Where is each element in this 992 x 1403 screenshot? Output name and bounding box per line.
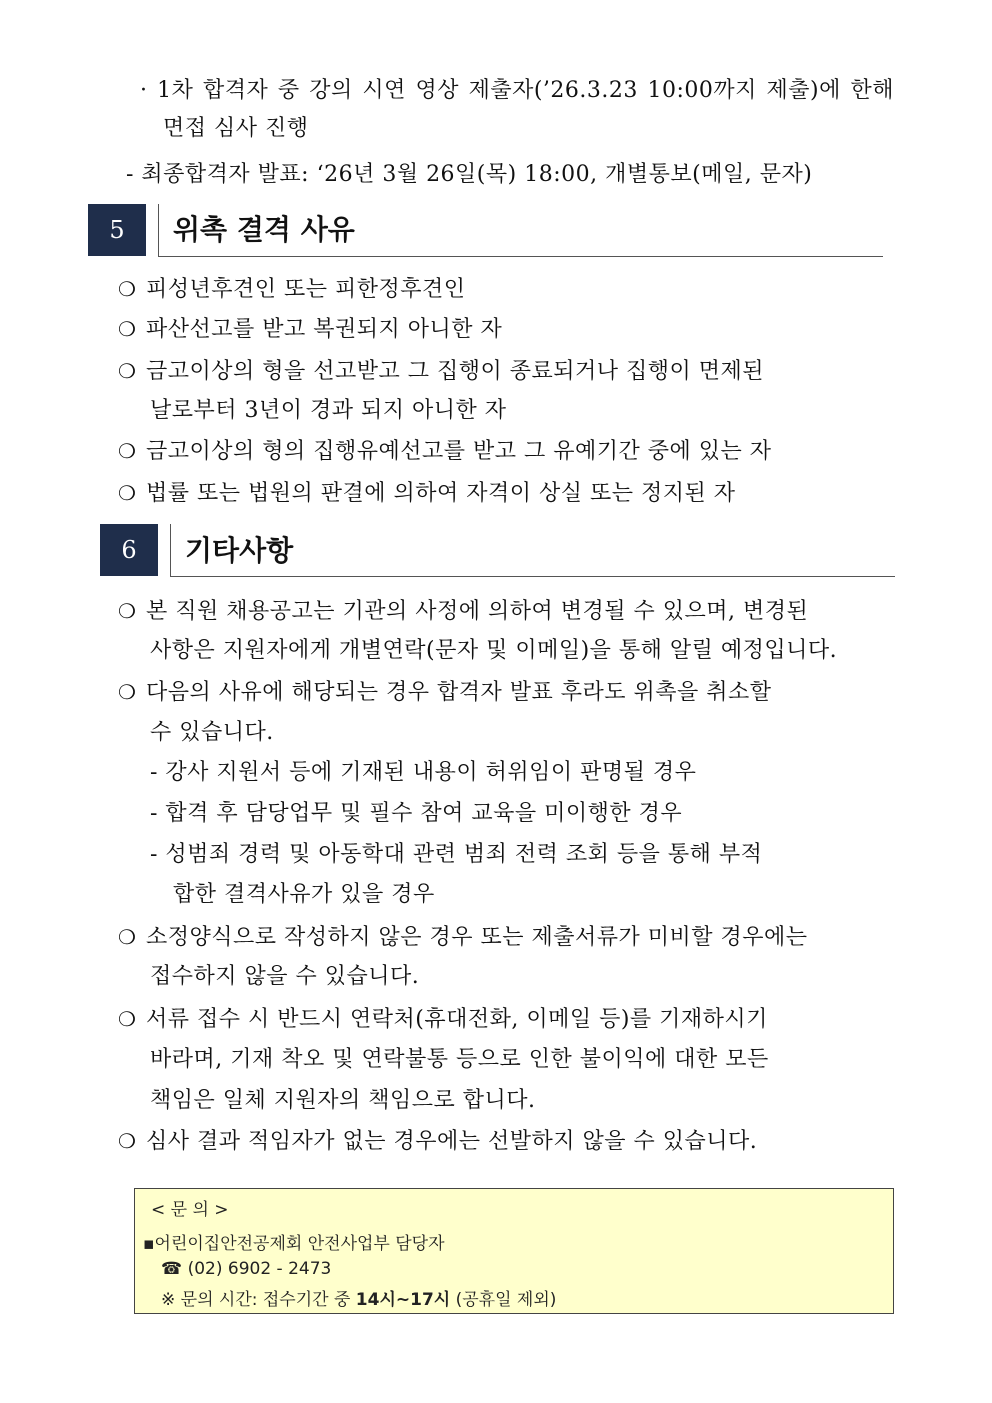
section5-item-4 — [118, 436, 772, 467]
intro-item1-line1: · 1차 합격자 중 강의 시연 영상 제출자(’26.3.23 10:00까지 제출)에 한해 — [140, 78, 894, 103]
section5-item-3-line2: 날로부터 3년이 경과 되지 아니한 자 — [150, 398, 507, 423]
section6-sub-2: - 합격 후 담당업무 및 필수 참여 교육을 미이행한 경우 — [150, 801, 683, 826]
circle-bullet-icon: ❍ — [118, 1007, 137, 1031]
section5-item-1-text: 피성년후견인 또는 피한정후견인 — [146, 277, 466, 302]
section6-divider — [170, 524, 171, 576]
section6-item-1-text: 본 직원 채용공고는 기관의 사정에 의하여 변경될 수 있으며, 변경된 — [146, 599, 809, 624]
section6-number: 6 — [100, 524, 158, 576]
circle-bullet-icon: ❍ — [118, 439, 137, 463]
section5-item-4-text: 금고이상의 형의 집행유예선고를 받고 그 유예기간 중에 있는 자 — [146, 439, 772, 464]
contact-hours — [161, 1285, 556, 1310]
section6-item-2-line2: 수 있습니다. — [150, 720, 274, 745]
contact-heading: < 문 의 > — [151, 1200, 229, 1220]
section5-item-2-text: 파산선고를 받고 복권되지 아니한 자 — [146, 317, 503, 342]
section6-item-5-text: 심사 결과 적임자가 없는 경우에는 선발하지 않을 수 있습니다. — [146, 1129, 758, 1154]
section5-title: 위촉 결격 사유 — [173, 213, 355, 246]
contact-box — [134, 1188, 894, 1314]
circle-bullet-icon: ❍ — [118, 925, 137, 949]
section6-item-3-line2: 접수하지 않을 수 있습니다. — [150, 964, 420, 989]
intro-item1-line2: 면접 심사 진행 — [163, 116, 309, 141]
section6-item-2 — [118, 677, 772, 708]
section6-item-4 — [118, 1004, 768, 1035]
section6-item-4-line3: 책임은 일체 지원자의 책임으로 합니다. — [150, 1088, 536, 1113]
section6-item-3 — [118, 922, 808, 953]
section5-item-1 — [118, 274, 466, 305]
section6-sub-1: - 강사 지원서 등에 기재된 내용이 허위임이 판명될 경우 — [150, 760, 697, 785]
circle-bullet-icon: ❍ — [118, 680, 137, 704]
section6-item-1 — [118, 596, 808, 627]
contact-hours-bold: 14시~17시 — [355, 1290, 451, 1310]
section5-item-5 — [118, 478, 736, 509]
contact-hours-prefix: ※ 문의 시간: 접수기간 중 — [161, 1290, 356, 1310]
section6-sub-3-line2: 합한 결격사유가 있을 경우 — [173, 882, 435, 907]
circle-bullet-icon: ❍ — [118, 359, 137, 383]
section5-item-5-text: 법률 또는 법원의 판결에 의하여 자격이 상실 또는 정지된 자 — [146, 481, 736, 506]
section6-item-4-line2: 바라며, 기재 착오 및 연락불통 등으로 인한 불이익에 대한 모든 — [150, 1047, 769, 1072]
contact-org: ▪어린이집안전공제회 안전사업부 담당자 — [143, 1234, 445, 1254]
section5-item-2 — [118, 314, 502, 345]
intro-item2: - 최종합격자 발표: ‘26년 3월 26일(목) 18:00, 개별통보(메일, 문자) — [126, 162, 813, 187]
contact-phone: ☎ (02) 6902 - 2473 — [161, 1259, 332, 1279]
section6-item-1-line2: 사항은 지원자에게 개별연락(문자 및 이메일)을 통해 알릴 예정입니다. — [150, 638, 838, 663]
section5-item-3-text: 금고이상의 형을 선고받고 그 집행이 종료되거나 집행이 면제된 — [146, 359, 765, 384]
circle-bullet-icon: ❍ — [118, 599, 137, 623]
circle-bullet-icon: ❍ — [118, 277, 137, 301]
contact-hours-suffix: (공휴일 제외) — [450, 1290, 557, 1310]
section6-item-2-text: 다음의 사유에 해당되는 경우 합격자 발표 후라도 위촉을 취소할 — [146, 680, 772, 705]
section6-underline — [170, 576, 895, 577]
section5-number: 5 — [88, 204, 146, 256]
circle-bullet-icon: ❍ — [118, 1129, 137, 1153]
section6-title: 기타사항 — [185, 534, 294, 567]
circle-bullet-icon: ❍ — [118, 481, 137, 505]
circle-bullet-icon: ❍ — [118, 317, 137, 341]
section5-item-3 — [118, 356, 868, 387]
section5-underline — [158, 256, 883, 257]
section6-item-4-text: 서류 접수 시 반드시 연락처(휴대전화, 이메일 등)를 기재하시기 — [146, 1007, 768, 1032]
section5-divider — [158, 204, 159, 256]
section6-item-3-text: 소정양식으로 작성하지 않은 경우 또는 제출서류가 미비할 경우에는 — [146, 925, 808, 950]
section6-item-5 — [118, 1126, 757, 1157]
section6-sub-3: - 성범죄 경력 및 아동학대 관련 범죄 전력 조회 등을 통해 부적 — [150, 842, 763, 867]
